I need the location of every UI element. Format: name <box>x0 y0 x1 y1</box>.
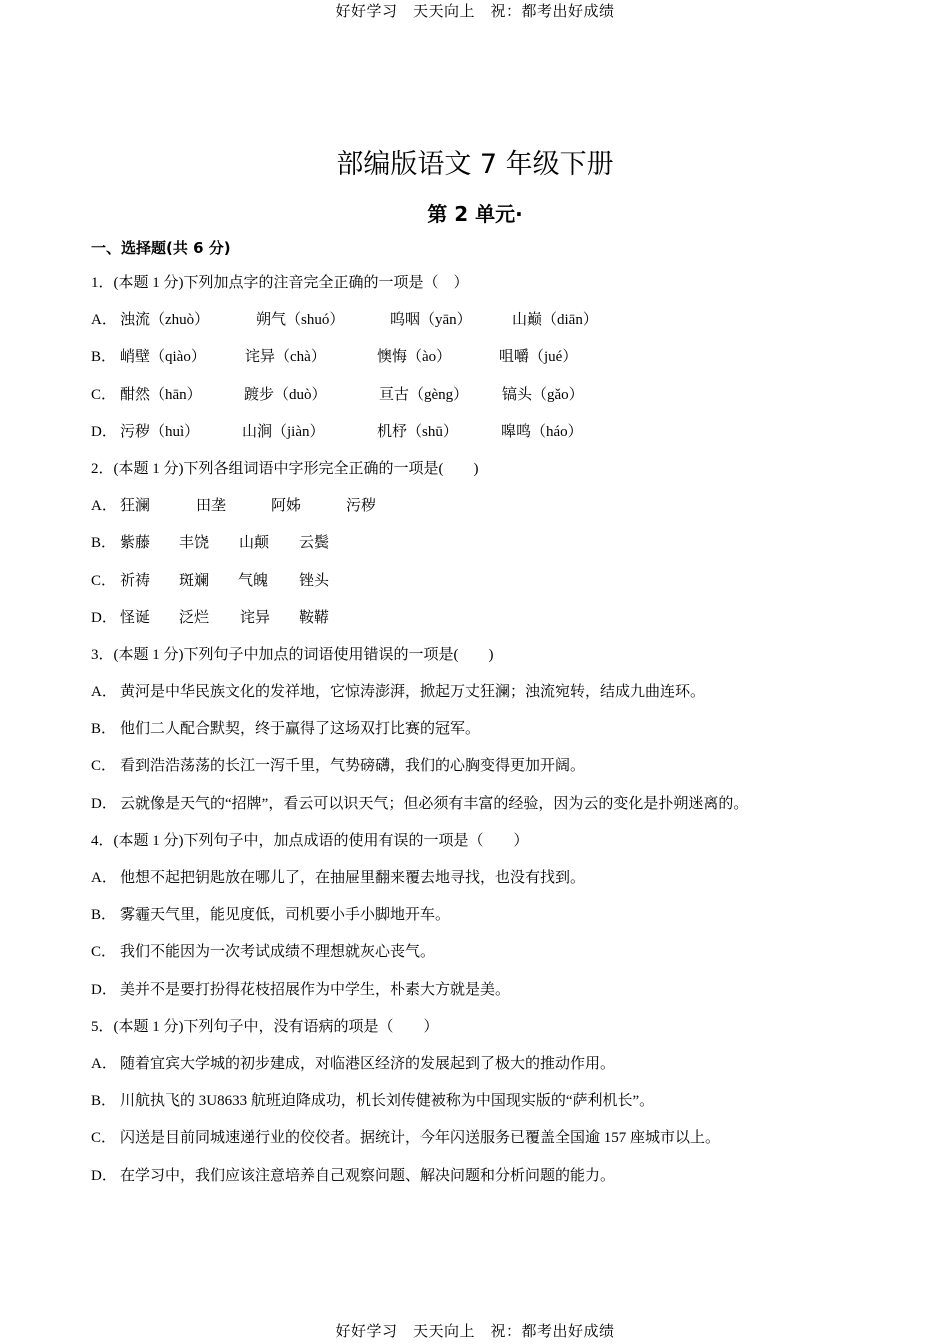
option-label: D． <box>91 795 117 812</box>
option-item: 嗥鸣（háo） <box>501 423 583 440</box>
option-text: 他想不起把钥匙放在哪儿了，在抽屉里翻来覆去地寻找，也没有找到。 <box>120 870 586 886</box>
option-row <box>91 897 921 934</box>
exam-content <box>91 234 921 1195</box>
option-item: 田垄 <box>196 498 227 515</box>
option-label: A． <box>91 1055 117 1072</box>
option-item: 山涧（jiàn） <box>242 423 325 440</box>
question-stem: 1．(本题 1 分)下列加点字的注音完全正确的一项是（ ） <box>91 275 469 291</box>
option-row <box>91 1083 921 1120</box>
option-item: 咀嚼（jué） <box>499 349 578 366</box>
option-text: 美并不是要打扮得花枝招展作为中学生，朴素大方就是美。 <box>120 981 511 998</box>
option-item: 诧异 <box>240 609 271 626</box>
option-item: 紫藤 <box>120 535 151 552</box>
page-header: 好好学习 天天向上 祝：都考出好成绩 <box>335 2 615 20</box>
option-row <box>91 674 921 711</box>
question-stem: 5．(本题 1 分)下列句子中，没有语病的项是（ ） <box>91 1018 439 1035</box>
option-row <box>91 414 921 451</box>
option-text: 黄河是中华民族文化的发祥地，它惊涛澎湃，掀起万丈狂澜；浊流宛转，结成九曲连环。 <box>120 684 706 701</box>
option-item: 云鬓 <box>299 535 330 552</box>
option-row <box>91 711 921 748</box>
option-item: 阿姊 <box>271 498 302 515</box>
option-label: D． <box>91 609 117 626</box>
option-item: 丰饶 <box>179 535 210 552</box>
option-item: 浊流（zhuò） <box>120 312 210 329</box>
option-text: 他们二人配合默契，终于赢得了这场双打比赛的冠军。 <box>120 721 481 738</box>
option-label: A． <box>91 312 117 329</box>
option-label: A． <box>91 498 117 515</box>
option-label: C． <box>91 572 117 589</box>
option-label: D． <box>91 423 117 440</box>
option-item: 山巅（diān） <box>512 312 598 329</box>
option-row <box>91 1120 921 1157</box>
option-item: 怪诞 <box>120 609 151 626</box>
option-text: 随着宜宾大学城的初步建成，对临港区经济的发展起到了极大的推动作用。 <box>120 1055 616 1072</box>
option-text: 闪送是目前同城速递行业的佼佼者。据统计，今年闪送服务已覆盖全国逾 157 座城市以上。 <box>120 1130 721 1147</box>
option-row <box>91 488 921 525</box>
option-item: 斑斓 <box>179 572 210 589</box>
option-label: C． <box>91 944 117 961</box>
option-label: B． <box>91 721 117 738</box>
option-row <box>91 1046 921 1083</box>
option-label: D． <box>91 981 117 998</box>
option-text: 在学习中，我们应该注意培养自己观察问题、解决问题和分析问题的能力。 <box>120 1167 616 1184</box>
question-stem: 4．(本题 1 分)下列句子中，加点成语的使用有误的一项是（ ） <box>91 832 529 849</box>
option-row <box>91 972 921 1009</box>
option-label: A． <box>91 684 117 701</box>
option-item: 诧异（chà） <box>245 349 326 366</box>
option-item: 山颠 <box>239 535 270 552</box>
option-label: C． <box>91 1130 117 1147</box>
option-text: 云就像是天气的“招牌”，看云可以识天气；但必须有丰富的经验，因为云的变化是扑朔迷离的。 <box>120 795 749 812</box>
option-text: 川航执飞的 3U8633 航班迫降成功，机长刘传健被称为中国现实版的“萨利机长”。 <box>120 1093 655 1110</box>
option-item: 锉头 <box>299 572 330 589</box>
option-item: 踱步（duò） <box>244 386 327 403</box>
option-item: 亘古（gèng） <box>379 386 469 403</box>
option-row <box>91 1158 921 1195</box>
section-heading: 一、选择题(共 6 分) <box>91 239 231 257</box>
option-row <box>91 302 921 339</box>
option-item: 祈祷 <box>120 572 151 589</box>
option-row <box>91 525 921 562</box>
option-label: B． <box>91 907 117 924</box>
question-stem: 3．(本题 1 分)下列句子中加点的词语使用错误的一项是( ) <box>91 646 494 663</box>
option-label: C． <box>91 758 117 775</box>
page-footer: 好好学习 天天向上 祝：都考出好成绩 <box>335 1322 615 1340</box>
option-item: 峭壁（qiào） <box>120 349 206 366</box>
option-row <box>91 860 921 897</box>
option-text: 看到浩浩荡荡的长江一泻千里，气势磅礴，我们的心胸变得更加开阔。 <box>120 758 586 775</box>
option-row <box>91 786 921 823</box>
option-label: D． <box>91 1167 117 1184</box>
option-item: 朔气（shuó） <box>256 312 345 329</box>
option-item: 泛烂 <box>179 609 210 626</box>
option-item: 狂澜 <box>120 498 151 515</box>
option-row <box>91 748 921 785</box>
option-item: 懊悔（ào） <box>377 349 452 366</box>
option-item: 鞍鞯 <box>299 609 330 626</box>
option-row <box>91 339 921 376</box>
option-item: 机杼（shū） <box>377 423 458 440</box>
option-item: 污秽 <box>346 498 377 515</box>
option-item: 呜咽（yān） <box>390 312 472 329</box>
option-label: B． <box>91 535 117 552</box>
option-text: 雾霾天气里，能见度低，司机要小手小脚地开车。 <box>120 907 451 924</box>
document-title: 部编版语文 7 年级下册 <box>336 149 614 180</box>
option-text: 我们不能因为一次考试成绩不理想就灰心丧气。 <box>120 944 436 961</box>
option-item: 酣然（hān） <box>120 386 202 403</box>
option-item: 污秽（huì） <box>120 423 200 440</box>
option-item: 镐头（gǎo） <box>502 386 584 403</box>
option-row <box>91 377 921 414</box>
option-row <box>91 563 921 600</box>
option-label: B． <box>91 349 117 366</box>
document-subtitle: 第 2 单元· <box>427 202 523 226</box>
option-row <box>91 934 921 971</box>
option-row <box>91 600 921 637</box>
option-label: B． <box>91 1093 117 1110</box>
option-item: 气魄 <box>238 572 269 589</box>
option-label: A． <box>91 870 117 886</box>
question-stem: 2．(本题 1 分)下列各组词语中字形完全正确的一项是( ) <box>91 460 479 477</box>
option-label: C． <box>91 386 117 403</box>
